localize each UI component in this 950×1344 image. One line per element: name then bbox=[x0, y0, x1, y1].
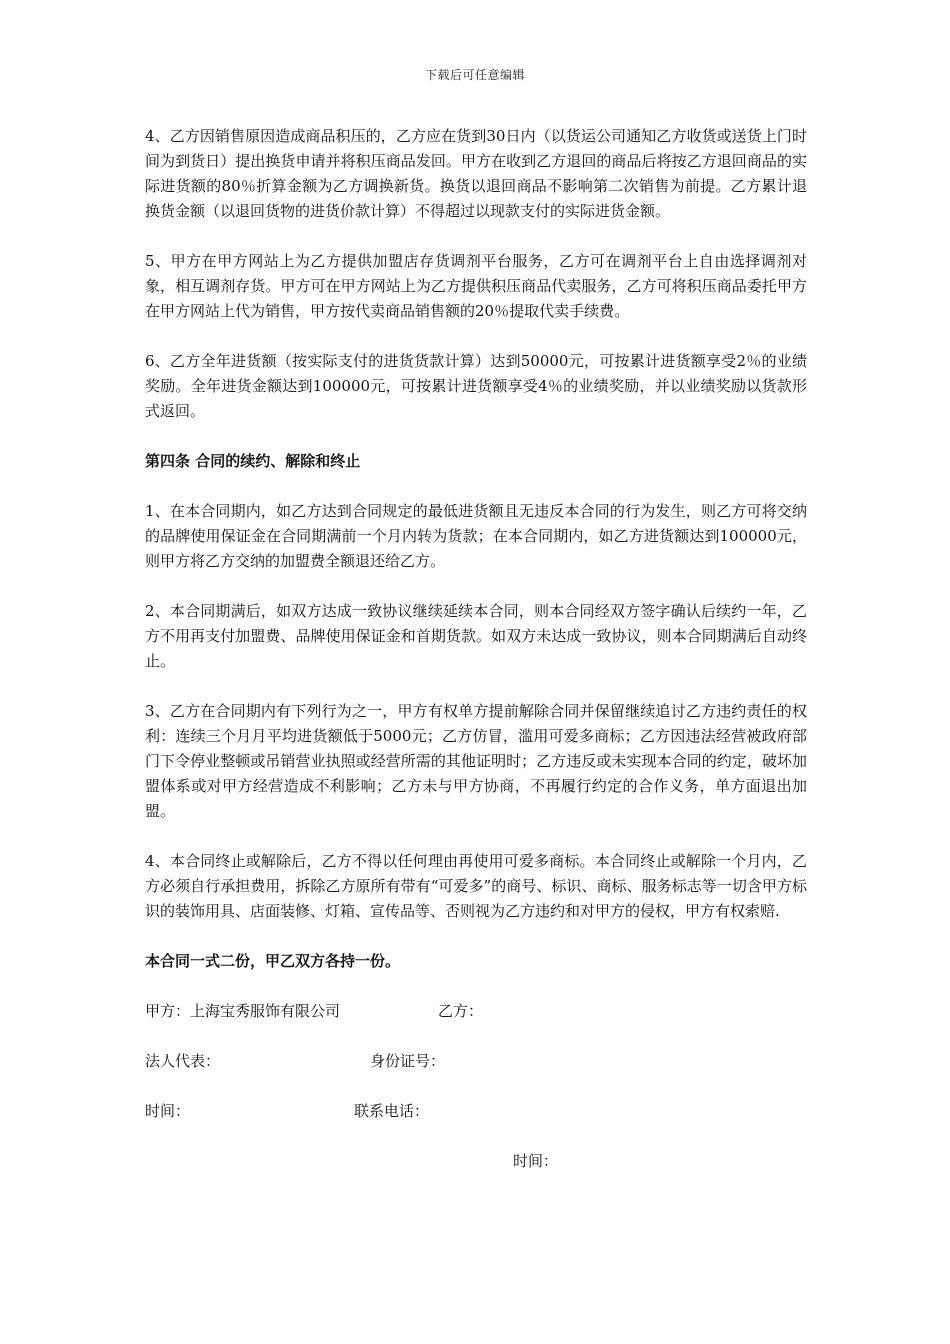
clause-4-2: 2、本合同期满后，如双方达成一致协议继续延续本合同，则本合同经双方签字确认后续约一年，乙方不用再支付加盟费、品牌使用保证金和首期货款。如双方未达成一致协议，则本合同期满后自动终止。 bbox=[145, 602, 807, 670]
page-header: 下载后可任意编辑 bbox=[424, 68, 525, 82]
signature-row-time bbox=[145, 1149, 807, 1174]
legal-rep-label: 法人代表： bbox=[145, 1052, 221, 1070]
signature-row-representative bbox=[145, 1049, 807, 1074]
clause-3-6: 6、乙方全年进货额（按实际支付的进货货款计算）达到50000元，可按累计进货额享受2％的业绩奖励。全年进货金额达到100000元，可按累计进货额享受4％的业绩奖励，并以业绩奖励以货款形式返回。 bbox=[145, 352, 807, 420]
clause-4-4: 4、本合同终止或解除后，乙方不得以任何理由再使用可爱多商标。本合同终止或解除一个月内，乙方必须自行承担费用，拆除乙方原所有带有“可爱多”的商号、标识、商标、服务标志等一切含甲方标识的装饰用具、店面装修、灯箱、宣传品等、否则视为乙方违约和对甲方的侵权，甲方有权索赔. bbox=[145, 852, 807, 920]
clause-3-4: 4、乙方因销售原因造成商品积压的，乙方应在货到30日内（以货运公司通知乙方收货或送货上门时间为到货日）提出换货申请并将积压商品发回。甲方在收到乙方退回的商品后将按乙方退回商品的实际进货额的80％折算金额为乙方调换新货。换货以退回商品不影响第二次销售为前提。乙方累计退换货金额（以退回货物的进货价款计算）不得超过以现款支付的实际进货金额。 bbox=[145, 127, 807, 220]
closing-statement: 本合同一式二份，甲乙双方各持一份。 bbox=[145, 952, 401, 970]
clause-4-1: 1、在本合同期内，如乙方达到合同规定的最低进货额且无违反本合同的行为发生，则乙方可将交纳的品牌使用保证金在合同期满前一个月内转为货款；在本合同期内，如乙方进货额达到100000元，则甲方将乙方交纳的加盟费全额退还给乙方。 bbox=[145, 502, 807, 570]
document-body bbox=[145, 124, 807, 1199]
time-b-label: 时间： bbox=[513, 1152, 559, 1170]
id-number-label: 身份证号： bbox=[370, 1052, 446, 1070]
clause-3-5: 5、甲方在甲方网站上为乙方提供加盟店存货调剂平台服务，乙方可在调剂平台上自由选择调剂对象，相互调剂存货。甲方可在甲方网站上为乙方提供积压商品代卖服务，乙方可将积压商品委托甲方在甲方网站上代为销售，甲方按代卖商品销售额的20％提取代卖手续费。 bbox=[145, 252, 807, 320]
phone-label: 联系电话： bbox=[354, 1102, 430, 1120]
clause-4-3: 3、乙方在合同期内有下列行为之一，甲方有权单方提前解除合同并保留继续追讨乙方违约责任的权利：连续三个月月平均进货额低于5000元；乙方仿冒，滥用可爱多商标；乙方因违法经营被政府部门下令停业整顿或吊销营业执照或经营所需的其他证明时；乙方违反或未实现本合同的约定，破坏加盟体系或对甲方经营造成不利影响；乙方未与甲方协商，不再履行约定的合作义务，单方面退出加盟。 bbox=[145, 702, 807, 820]
party-b-label: 乙方： bbox=[438, 1002, 484, 1020]
time-a-label: 时间： bbox=[145, 1102, 191, 1120]
signature-row-parties bbox=[145, 999, 807, 1024]
signature-row-contact bbox=[145, 1099, 807, 1124]
section-heading-article-4: 第四条 合同的续约、解除和终止 bbox=[145, 452, 361, 470]
party-a-label: 甲方：上海宝秀服饰有限公司 bbox=[145, 1002, 341, 1020]
